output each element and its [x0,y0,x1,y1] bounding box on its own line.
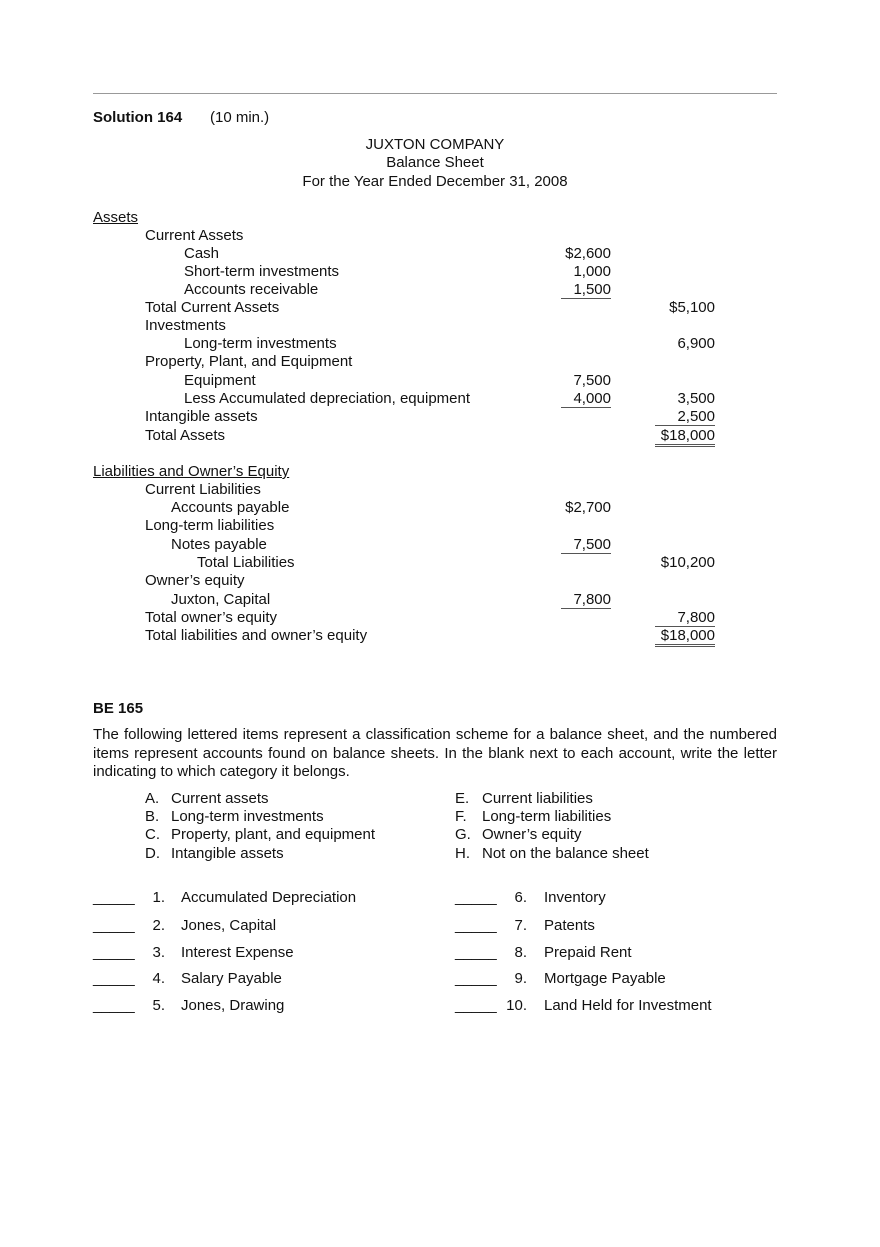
row-label: Total Liabilities [197,554,295,571]
account-number: 1. [152,889,165,906]
account-name: Mortgage Payable [544,970,666,987]
row-label: Long-term liabilities [145,517,275,534]
row-label: Total Assets [145,427,226,444]
row-amount-total: $5,100 [669,299,715,316]
statement-title: Balance Sheet [386,154,484,171]
category-letter: C. [145,826,160,843]
account-name: Jones, Drawing [181,997,285,1014]
category-letter: H. [455,845,470,862]
balance-sheet-row [0,390,880,408]
answer-blank[interactable]: _____ [455,917,497,934]
row-label: Total Current Assets [145,299,280,316]
balance-sheet-row [0,408,880,426]
row-amount-total: 6,900 [677,335,715,352]
solution-number: Solution 164 [93,109,183,126]
balance-sheet-row [0,463,880,481]
balance-sheet-row [0,299,880,317]
row-label: Long-term investments [184,335,337,352]
solution-time: (10 min.) [210,109,270,126]
balance-sheet-row [0,335,880,353]
row-amount-total: 3,500 [677,390,715,407]
row-amount-detail: 1,000 [573,263,611,280]
balance-sheet-row [0,353,880,371]
category-text: Not on the balance sheet [482,845,649,862]
answer-blank[interactable]: _____ [455,997,497,1014]
account-number: 9. [514,970,527,987]
balance-sheet-row [0,536,880,554]
row-label: Juxton, Capital [171,591,271,608]
balance-sheet-row [0,317,880,335]
row-label: Total liabilities and owner’s equity [145,627,368,644]
balance-sheet-row [0,427,880,445]
category-letter: F. [455,808,467,825]
category-text: Owner’s equity [482,826,582,843]
balance-sheet-row [0,209,880,227]
balance-sheet-row [0,263,880,281]
category-letter: B. [145,808,160,825]
balance-sheet-row [0,627,880,645]
row-amount-total: $10,200 [660,554,715,571]
row-label: Equipment [184,372,256,389]
answer-blank[interactable]: _____ [93,970,135,987]
row-amount-detail: $2,600 [565,245,611,262]
row-amount-total: 7,800 [655,609,715,627]
balance-sheet-row [0,572,880,590]
row-amount-total: $18,000 [655,427,715,447]
row-amount-detail: 7,500 [573,372,611,389]
account-name: Accumulated Depreciation [181,889,357,906]
row-label: Assets [93,209,139,226]
answer-blank[interactable]: _____ [93,917,135,934]
category-text: Current liabilities [482,790,593,807]
exercise-title: BE 165 [93,700,144,717]
row-label: Investments [145,317,226,334]
answer-blank[interactable]: _____ [455,944,497,961]
balance-sheet-row [0,517,880,535]
row-label: Notes payable [171,536,267,553]
row-label: Owner’s equity [145,572,245,589]
balance-sheet-row [0,554,880,572]
account-number: 5. [152,997,165,1014]
category-letter: G. [455,826,471,843]
account-number: 2. [152,917,165,934]
top-divider [93,93,777,94]
account-name: Land Held for Investment [544,997,712,1014]
balance-sheet-row [0,372,880,390]
row-amount-total: $18,000 [655,627,715,647]
account-number: 10. [506,997,527,1014]
balance-sheet-row [0,609,880,627]
row-label: Intangible assets [145,408,258,425]
category-text: Property, plant, and equipment [171,826,376,843]
row-label: Less Accumulated depreciation, equipment [184,390,471,407]
account-name: Inventory [544,889,606,906]
category-letter: D. [145,845,160,862]
account-name: Patents [544,917,595,934]
account-name: Prepaid Rent [544,944,632,961]
answer-blank[interactable]: _____ [93,889,135,906]
row-amount-detail: 1,500 [561,281,611,299]
row-label: Current Liabilities [145,481,261,498]
row-label: Cash [184,245,220,262]
row-label: Property, Plant, and Equipment [145,353,353,370]
category-text: Long-term investments [171,808,324,825]
answer-blank[interactable]: _____ [455,889,497,906]
category-text: Intangible assets [171,845,284,862]
answer-blank[interactable]: _____ [93,997,135,1014]
row-label: Total owner’s equity [145,609,278,626]
category-letter: E. [455,790,470,807]
row-amount-total: 2,500 [655,408,715,426]
row-amount-detail: $2,700 [565,499,611,516]
row-label: Liabilities and Owner’s Equity [93,463,290,480]
row-label: Current Assets [145,227,244,244]
account-number: 7. [514,917,527,934]
answer-blank[interactable]: _____ [93,944,135,961]
statement-period: For the Year Ended December 31, 2008 [302,173,568,190]
row-amount-detail: 7,500 [561,536,611,554]
row-label: Short-term investments [184,263,340,280]
balance-sheet-row [0,281,880,299]
account-name: Jones, Capital [181,917,277,934]
balance-sheet-row [0,227,880,245]
balance-sheet-row [0,481,880,499]
account-name: Interest Expense [181,944,294,961]
row-amount-detail: 7,800 [561,591,611,609]
row-amount-detail: 4,000 [561,390,611,408]
category-letter: A. [145,790,160,807]
category-text: Current assets [171,790,269,807]
balance-sheet-row [0,245,880,263]
account-number: 3. [152,944,165,961]
account-number: 6. [514,889,527,906]
balance-sheet-row [0,499,880,517]
balance-sheet-row [0,591,880,609]
exercise-instructions: The following lettered items represent a classification scheme for a balance sheet, and the numbered items represent accounts found on balance sheets. In the blank next to each account, write the letter indicating to which category it belongs. [93,726,777,780]
company-name: JUXTON COMPANY [365,136,505,153]
row-label: Accounts payable [171,499,290,516]
row-label: Accounts receivable [184,281,319,298]
account-number: 8. [514,944,527,961]
category-text: Long-term liabilities [482,808,612,825]
account-name: Salary Payable [181,970,282,987]
answer-blank[interactable]: _____ [455,970,497,987]
account-number: 4. [152,970,165,987]
